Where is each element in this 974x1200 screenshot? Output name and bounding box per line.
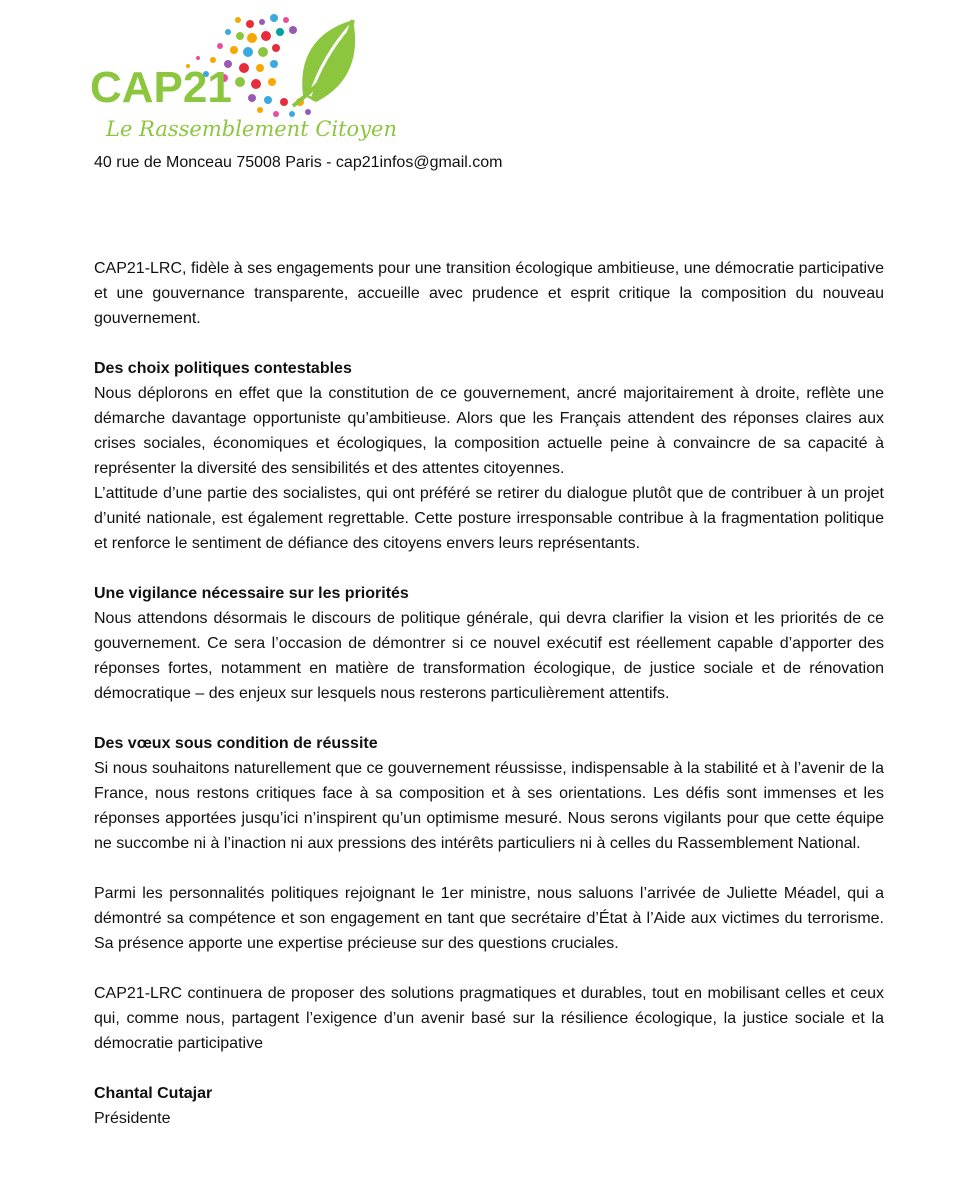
section1-heading: Des choix politiques contestables [94, 360, 352, 377]
press-release-body [94, 256, 884, 1131]
section3-paragraph: Si nous souhaitons naturellement que ce gouvernement réussisse, indispensable à la stabilité et à l’avenir de la France, nous restons critiques face à sa composition et à ses orientations. Les défis sont immenses et les réponses apportées jusqu’ici n’inspirent qu’un optimisme mesuré. Nous serons vigilants pour que cette équipe ne succombe ni à l’inaction ni aux pressions des intérêts particuliers ni à celles du Rassemblement National. [94, 760, 884, 852]
cap21-logo [88, 10, 398, 160]
signatory-title: Présidente [94, 1110, 171, 1127]
logo-wordmark: CAP21 [90, 63, 232, 112]
leaf-icon [293, 20, 355, 106]
section3-heading: Des vœux sous condition de réussite [94, 735, 378, 752]
meadel-paragraph: Parmi les personnalités politiques rejoignant le 1er ministre, nous saluons l’arrivée de Juliette Méadel, qui a démontré sa compétence et son engagement en tant que secrétaire d’État à l’Aide aux victimes du terrorisme. Sa présence apporte une expertise précieuse sur des questions cruciales. [94, 885, 884, 952]
section2-paragraph: Nous attendons désormais le discours de politique générale, qui devra clarifier la vision et les priorités de ce gouvernement. Ce sera l’occasion de démontrer si ce nouvel exécutif est réellement capable d’apporter des réponses fortes, notamment en matière de transformation écologique, de justice sociale et de rénovation démocratique – des enjeux sur lesquels nous resterons particulièrement attentifs. [94, 610, 884, 702]
address-line: 40 rue de Monceau 75008 Paris - cap21infos@gmail.com [94, 154, 503, 171]
signatory-name: Chantal Cutajar [94, 1085, 213, 1102]
section1-paragraph-1: Nous déplorons en effet que la constitution de ce gouvernement, ancré majoritairement à droite, reflète une démarche davantage opportuniste qu’ambitieuse. Alors que les Français attendent des réponses claires aux crises sociales, économiques et écologiques, la composition actuelle peine à convaincre de sa capacité à représenter la diversité des sensibilités et des attentes citoyennes. [94, 385, 884, 477]
closing-paragraph: CAP21-LRC continuera de proposer des solutions pragmatiques et durables, tout en mobilisant celles et ceux qui, comme nous, partagent l’exigence d’un avenir basé sur la résilience écologique, la justice sociale et la démocratie participative [94, 985, 884, 1052]
section2-heading: Une vigilance nécessaire sur les priorités [94, 585, 409, 602]
intro-paragraph: CAP21-LRC, fidèle à ses engagements pour une transition écologique ambitieuse, une démocratie participative et une gouvernance transparente, accueille avec prudence et esprit critique la composition du nouveau gouvernement. [94, 260, 884, 327]
section1-paragraph-2: L’attitude d’une partie des socialistes, qui ont préféré se retirer du dialogue plutôt que de contribuer à un projet d’unité nationale, est également regrettable. Cette posture irresponsable contribue à la fragmentation politique et renforce le sentiment de défiance des citoyens envers leurs représentants. [94, 485, 884, 552]
logo-tagline: Le Rassemblement Citoyen [106, 117, 398, 141]
